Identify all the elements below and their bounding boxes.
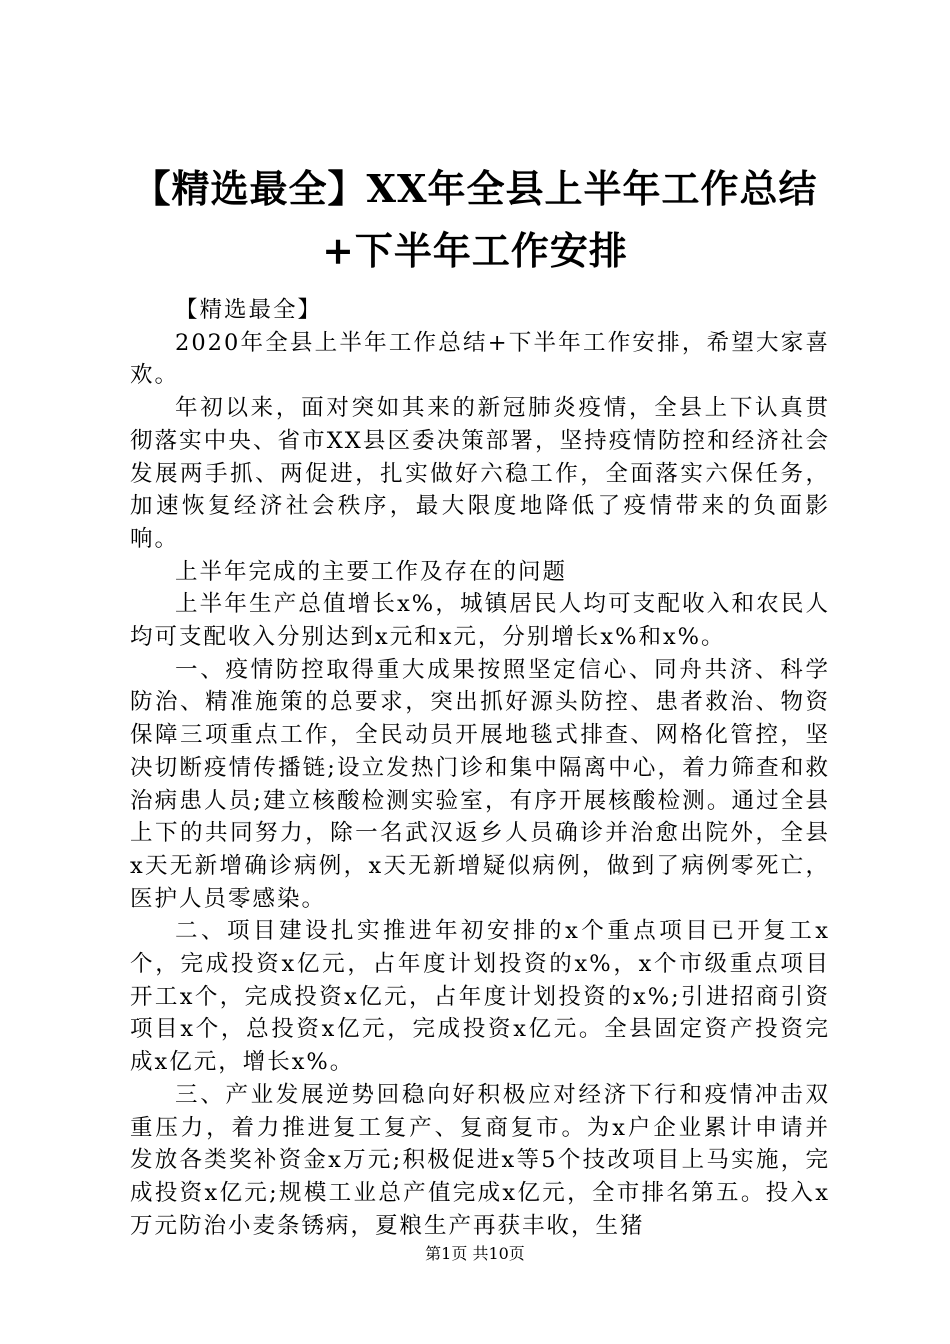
section-heading: 上半年完成的主要工作及存在的问题 [175, 558, 568, 585]
paragraph: 2020年全县上半年工作总结+下半年工作安排，希望大家喜欢。 [130, 329, 830, 389]
paragraph: 年初以来，面对突如其来的新冠肺炎疫情，全县上下认真贯彻落实中央、省市XX县区委决策部署，坚持疫情防控和经济社会发展两手抓、两促进，扎实做好六稳工作，全面落实六保任务，加速恢复经济社会秩序，最大限度地降低了疫情带来的负面影响。 [130, 395, 830, 552]
page-number-footer: 第1页 共10页 [425, 1244, 525, 1263]
paragraph: 【精选最全】 [175, 297, 323, 323]
document-title: 【精选最全】XX年全县上半年工作总结+下半年工作安排 [132, 166, 818, 273]
paragraph: 一、疫情防控取得重大成果按照坚定信心、同舟共济、科学防治、精准施策的总要求，突出抓好源头防控、患者救治、物资保障三项重点工作，全民动员开展地毯式排查、网格化管控，坚决切断疫情传播链;设立发热门诊和集中隔离中心，着力筛查和救治病患人员;建立核酸检测实验室，有序开展核酸检测。通过全县上下的共同努力，除一名武汉返乡人员确诊并治愈出院外，全县x天无新增确诊病例，x天无新增疑似病例，做到了病例零死亡，医护人员零感染。 [130, 656, 830, 912]
paragraph: 上半年生产总值增长x%，城镇居民人均可支配收入和农民人均可支配收入分别达到x元和x元，分别增长x%和x%。 [130, 591, 830, 651]
paragraph: 二、项目建设扎实推进年初安排的x个重点项目已开复工x个，完成投资x亿元，占年度计划投资的x%，x个市级重点项目开工x个，完成投资x亿元，占年度计划投资的x%;引进招商引资项目x个，总投资x亿元，完成投资x亿元。全县固定资产投资完成x亿元，增长x%。 [130, 918, 830, 1076]
paragraph: 三、产业发展逆势回稳向好积极应对经济下行和疫情冲击双重压力，着力推进复工复产、复商复市。为x户企业累计申请并发放各类奖补资金x万元;积极促进x等5个技改项目上马实施，完成投资x亿元;规模工业总产值完成x亿元，全市排名第五。投入x万元防治小麦条锈病，夏粮生产再获丰收，生猪 [130, 1081, 830, 1239]
document-body [130, 294, 830, 1242]
